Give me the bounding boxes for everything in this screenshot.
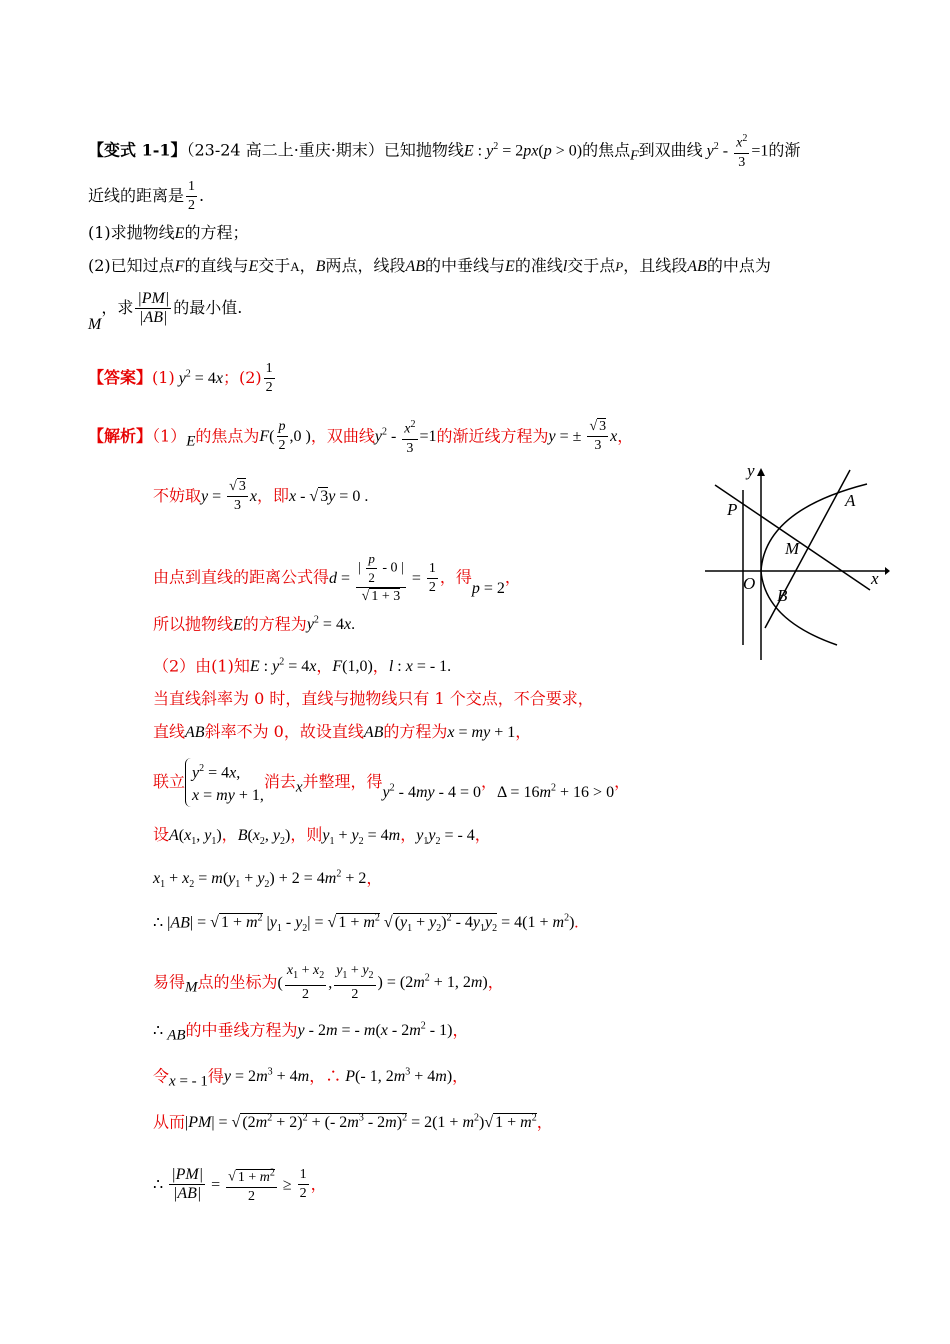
problem-source: （23-24 高二上·重庆·期末） — [186, 140, 384, 160]
s2-a: 不妨取 — [153, 486, 202, 505]
x-axis-arrow — [885, 567, 890, 575]
solution-line-14: 令$_{x = - 1}$得$y = 2m^3 + 4m$，∴ P(- 1, $2m^3 + 4m$)， — [153, 1066, 469, 1090]
solution-line-5: （2）由(1)知E : $y^2 = 4x$，F(1,0)，l : x = - 1. — [153, 656, 452, 676]
solution-line-2: 不妨取y = $\frac{√ 3}{3}$ x，即x - √ 3y = 0 . — [153, 479, 369, 513]
answer-part-1: (1) — [152, 368, 175, 387]
s4-b: 的方程为 — [242, 614, 307, 634]
stem-c: 到双曲线 — [638, 140, 703, 160]
question-2-cont: $_M$，求 $\frac{|PM|}{|AB|}$ 的最小值. — [88, 290, 243, 334]
label-p: P — [727, 500, 738, 519]
q2-f: 的准线 — [514, 256, 563, 275]
problem-line-2: 近线的距离是 $\frac{1}{2}$ . — [88, 179, 205, 213]
s7-a: 直线 — [153, 722, 186, 741]
q2-k: 的最小值. — [173, 298, 243, 317]
s3-a: 由点到直线的距离公式得 — [153, 567, 330, 587]
stem-b: 的焦点 — [582, 140, 631, 160]
solution-line-6 — [153, 688, 594, 710]
q2-c: 交于 — [258, 256, 291, 275]
label-y: y — [747, 461, 755, 480]
label-o: O — [743, 574, 756, 593]
s8-b: 消去 — [263, 772, 296, 792]
q2-h: ，且线段 — [623, 256, 688, 275]
s13-b: 的中垂线方程为 — [185, 1020, 298, 1040]
solution-line-1: 【解析】$(1)_E$的焦点为F( $\frac{p}{2}$ ,0 )，双曲线$y^2$ - $\frac{x^2}{3}$ =1的渐近线方程为y = ± $\frac{√ 3}{3}$ x， — [88, 416, 633, 458]
s8-c: 并整理，得 — [302, 772, 383, 792]
s14-b: 得 — [207, 1066, 224, 1086]
q2-b: 的直线与 — [184, 256, 249, 275]
q2-j: ，求 — [101, 298, 134, 317]
q2-d: 两点，线段 — [325, 256, 406, 275]
answer-part-2: (2) — [238, 368, 262, 387]
q2-i: 的中点为 — [706, 256, 771, 275]
s2-b: ，即 — [256, 486, 289, 505]
solution-line-8: 联立 $y^2 = 4x$, x = my + 1, 消去$_x$并整理，得$y^2 - 4my - 4 = 0$，$\Delta = 16m^2 + 16 > 0$， — [153, 758, 630, 807]
solution-label: 【解析】 — [88, 426, 153, 446]
s9-b: ，则 — [290, 825, 323, 844]
s7-b: 斜率不为 0，故设直线 — [204, 722, 364, 741]
s12-a: 易得 — [153, 972, 186, 992]
s1-a: （1） — [152, 426, 187, 446]
solution-line-9: 设$A(x_1$, $y_1$)，$B(x_2$, $y_2$)，则$y_1 + y_2 = 4m$，$y_1y_2$ = - 4， — [153, 825, 491, 848]
answer-label: 【答案】 — [88, 368, 153, 387]
solution-line-4: 所以抛物线E的方程为$y^2 = 4x$. — [153, 614, 356, 634]
s5-a: （2）由(1)知 — [153, 656, 250, 676]
solution-line-12: 易得$_M$点的坐标为( $\frac{x_1 + x_2}{2}$ , $\frac{y_1 + y_2}{2}$ ) = ($2m^2 + 1$, 2m)， — [153, 963, 504, 1002]
q1-end: 的方程； — [184, 223, 249, 242]
solution-line-10: $x_1 + x_2 = m(y_1 + y_2) + 2 = 4m^2 + 2$， — [153, 869, 383, 891]
s6: 当直线斜率为 0 时，直线与抛物线只有 1 个交点，不合要求， — [153, 689, 594, 708]
problem-tag: 【变式 1-1】 — [88, 140, 187, 160]
stem-f: . — [199, 186, 205, 205]
s1-d: 的渐近线方程为 — [436, 426, 549, 446]
s7-c: 的方程为 — [383, 722, 448, 741]
s15-a: 从而 — [153, 1112, 186, 1132]
s1-b: 的焦点为 — [195, 426, 260, 446]
solution-line-16: ∴ $\frac{|PM|}{|AB|}$ = $\frac{√ 1 + m^2}{2}$ ≥ $\frac{1}{2}$ ， — [153, 1164, 327, 1206]
solution-line-7: 直线AB斜率不为 0，故设直线AB的方程为x = my + 1， — [153, 722, 532, 741]
problem-line-1: 【变式 1-1】（23-24 高二上·重庆·期末）已知抛物线E : $y^2 = 2px(p > 0)$的焦点$_F$到双曲线 $y^2$ - $\frac{x^2}{3}$ =1的渐 — [88, 130, 800, 172]
s12-b: 点的坐标为 — [197, 972, 278, 992]
label-m: M — [785, 539, 800, 558]
stem-d: 的渐 — [768, 140, 801, 160]
answer-line: 【答案】(1) $y^2 = 4x$；(2) $\frac{1}{2}$ — [88, 361, 273, 395]
s1-c: ，双曲线 — [310, 426, 375, 446]
solution-line-15: 从而|PM| = √ $(2m^2 + 2)^2$ + (- $2m^3 - 2m)^2 = 2(1 + m^2)√$ $1 + m^2$， — [153, 1112, 553, 1132]
parabola-figure — [705, 460, 890, 665]
s4-a: 所以抛物线 — [153, 614, 234, 634]
question-1: (1)求抛物线E的方程； — [88, 223, 249, 242]
solution-line-13: ∴ $_{AB}$的中垂线方程为y - 2m = - $m(x - 2m^2 - 1)$， — [153, 1020, 469, 1044]
label-x: x — [871, 569, 879, 588]
q2-a: (2)已知过点 — [88, 256, 175, 275]
stem-e: 近线的距离是 — [88, 186, 185, 205]
label-b: B — [777, 586, 788, 605]
s9-a: 设 — [153, 825, 170, 844]
question-2: (2)已知过点F的直线与E交于A，B两点，线段AB的中垂线与E的准线l交于点P，且线段AB的中点为 — [88, 256, 771, 275]
s14-a: 令 — [153, 1066, 170, 1086]
q2-e: 的中垂线与 — [425, 256, 506, 275]
y-axis-arrow — [757, 468, 765, 476]
answer-sep: ； — [222, 368, 239, 387]
q2-g: 交于点 — [567, 256, 616, 275]
q1-text: (1)求抛物线 — [88, 223, 175, 242]
s8-a: 联立 — [153, 772, 186, 792]
solution-line-11: ∴ |AB| = √ $1 + m^2$ $|y_1 - y_2|$ = √ $1 + m^2$ √ $(y_1 + y_2)^2 - 4y_1y_2 = 4(1 + m^2)$. — [153, 913, 579, 935]
s3-b: ，得 — [439, 567, 472, 587]
stem-a: 已知抛物线 — [383, 140, 464, 160]
solution-line-3: 由点到直线的距离公式得d = | $\frac{p}{2}$ - 0 | √ 1 + 3 = $\frac{1}{2}$ ，得p = 2， — [153, 551, 521, 604]
label-a: A — [845, 491, 856, 510]
